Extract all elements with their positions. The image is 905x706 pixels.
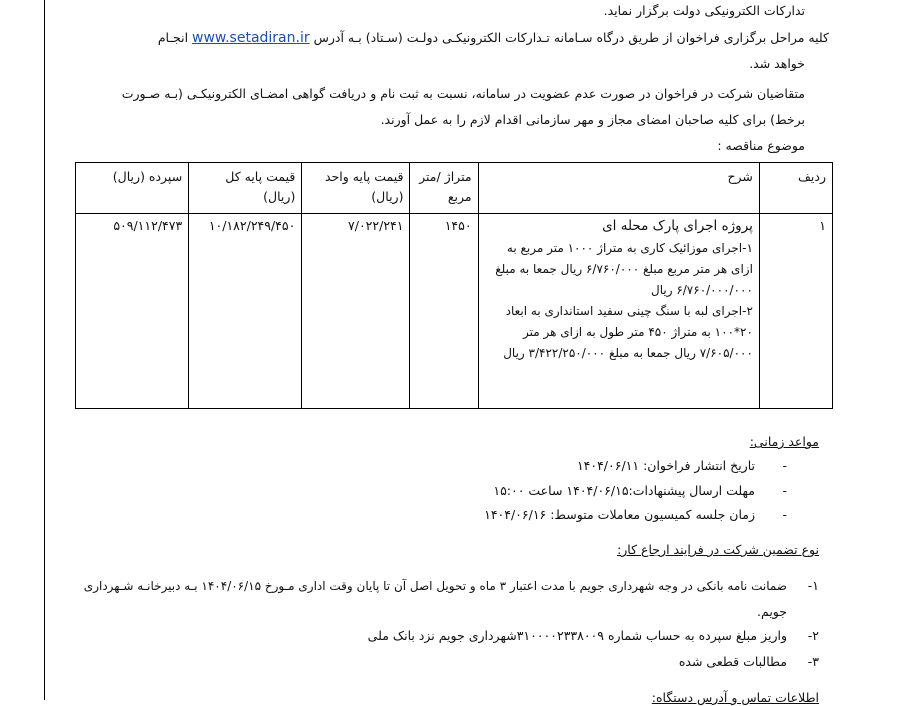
list-number: ۲-	[807, 628, 819, 643]
contact-heading-partial: اطلاعات تماس و آدرس دستگاه:	[651, 690, 819, 705]
guarantee-item: مطالبات قطعی شده	[678, 654, 787, 669]
cell-radif: ۱	[759, 214, 832, 409]
list-number: ۱-	[807, 578, 819, 593]
header-metraj: متراژ /متر مربع	[410, 163, 478, 214]
header-radif: ردیف	[759, 163, 832, 214]
bullet-dash: -	[782, 483, 787, 498]
header-total-price: قیمت پایه کل (ریال)	[189, 163, 302, 214]
margin-rule	[44, 0, 45, 700]
description-line: ۲-اجرای لبه با سنگ چینی سفید استانداری به ابعاد	[505, 304, 753, 318]
guarantee-item: واریز مبلغ سپرده به حساب شماره ۳۱۰۰۰۰۲۳۳۸۰۰۹شهرداری جویم نزد بانک ملی	[367, 628, 787, 643]
project-title: پروژه اجرای پارک محله ای	[602, 218, 753, 234]
guarantee-heading: نوع تضمین شرکت در فرایند ارجاع کار:	[617, 542, 819, 557]
paragraph-text: کلیه مراحل برگزاری فراخوان از طریق درگاه سـامانه تـدارکات الکترونیکـی دولـت (سـتاد) بـه آدرس	[313, 30, 829, 45]
cell-unit-price: ۷/۰۲۲/۲۴۱	[302, 214, 410, 409]
cell-total-price: ۱۰/۱۸۲/۲۴۹/۴۵۰	[189, 214, 302, 409]
description-line: ۷/۶۰۵/۰۰۰ ریال جمعا به مبلغ ۳/۴۲۲/۲۵۰/۰۰۰ ریال	[503, 346, 753, 360]
schedule-item: تاریخ انتشار فراخوان: ۱۴۰۴/۰۶/۱۱	[576, 458, 755, 473]
schedule-item: زمان جلسه کمیسیون معاملات متوسط: ۱۴۰۴/۰۶/۱۶	[484, 507, 755, 522]
setadiran-link[interactable]: www.setadiran.ir	[192, 30, 310, 46]
paragraph-text: انجـام	[157, 30, 189, 45]
paragraph-line: برخط) برای کلیه صاحبان امضای مجاز و مهر سازمانی اقدام لازم را به عمل آورند.	[380, 112, 805, 127]
table-row	[76, 214, 833, 409]
description-line: ۶/۷۶۰/۰۰۰/۰۰۰ ریال	[650, 283, 753, 297]
schedule-item: مهلت ارسال پیشنهادات:۱۴۰۴/۰۶/۱۵ ساعت ۱۵:۰۰	[493, 483, 755, 498]
paragraph-line: تدارکات الکترونیکی دولت برگزار نماید.	[603, 3, 805, 18]
schedule-heading: مواعد زمانی:	[749, 434, 819, 449]
table-header-row	[76, 163, 833, 214]
header-deposit: سپرده (ریال)	[76, 163, 189, 214]
paragraph-line	[158, 30, 829, 46]
cell-description	[478, 214, 759, 409]
tender-table	[75, 162, 833, 409]
cell-deposit: ۵۰۹/۱۱۲/۴۷۳	[76, 214, 189, 409]
bullet-dash: -	[782, 507, 787, 522]
cell-metraj: ۱۴۵۰	[410, 214, 478, 409]
description-line: ۲۰*۱۰۰ به متراژ ۴۵۰ متر طول به ازای هر متر	[523, 325, 753, 339]
description-line: ۱-اجرای موزائیک کاری به متراژ ۱۰۰۰ متر مربع به	[506, 241, 753, 255]
description-line: ازای هر متر مربع مبلغ ۶/۷۶۰/۰۰۰ ریال جمعا به مبلغ	[495, 262, 753, 276]
paragraph-line: متقاضیان شرکت در فراخوان در صورت عدم عضویت در سامانه، نسبت به ثبت نام و دریافت گواهی امضـای الکترونیکـی (بـه صـورت	[121, 86, 805, 101]
header-unit-price: قیمت پایه واحد (ریال)	[302, 163, 410, 214]
list-number: ۳-	[807, 654, 819, 669]
tender-subject-label: موضوع مناقصه :	[717, 138, 805, 153]
guarantee-item: ضمانت نامه بانکی در وجه شهرداری جویم با مدت اعتبار ۳ ماه و تحویل اصل آن تا پایان وقت اداری مـورخ ۱۴۰۴/۰۶/۱۵ بـه دبیرخانـه شـهرداری	[83, 579, 787, 593]
header-sharh: شرح	[478, 163, 759, 214]
paragraph-line: خواهد شد.	[749, 56, 805, 71]
guarantee-item-cont: جویم.	[757, 604, 787, 619]
bullet-dash: -	[782, 458, 787, 473]
